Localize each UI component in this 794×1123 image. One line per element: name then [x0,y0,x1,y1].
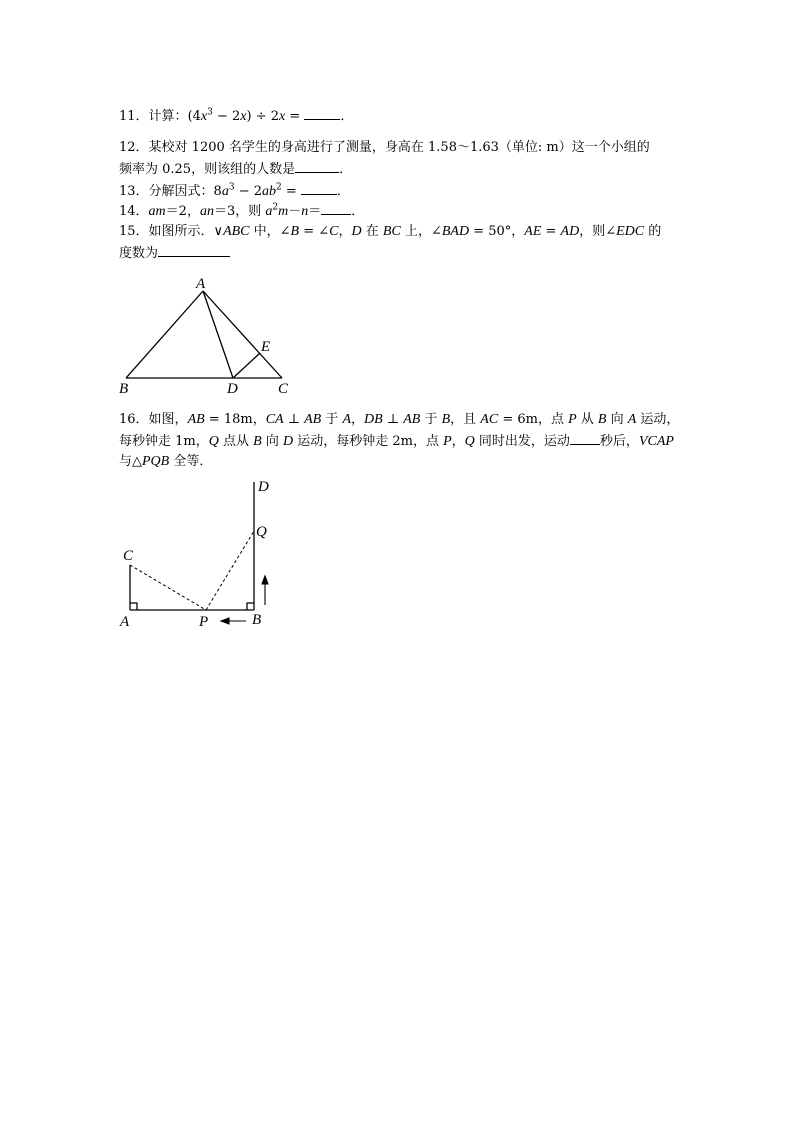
right-angle-b [247,603,254,610]
label-d: D [227,381,238,397]
answer-blank-12[interactable] [295,160,339,173]
dashed-pq [206,531,254,610]
question-15-line-1: 15．如图所示．∨ABC 中，∠B = ∠C，D 在 BC 上，∠BAD = 50°，AE = AD，则∠EDC 的 [119,224,662,239]
question-13: 13．分解因式：$8a^3 - 2ab^2$ = ． [119,182,350,199]
segment-ad [203,291,233,378]
label-b: B [119,381,129,397]
answer-blank-13[interactable] [301,182,337,195]
segment-de [233,353,260,378]
answer-blank-16[interactable] [570,432,600,445]
question-12-line-2: 频率为 0.25，则该组的人数是 ． [119,162,353,177]
arrow-up-icon [262,576,268,605]
label-b: B [252,612,262,628]
segment-ab [126,291,203,378]
question-15-line-2: 度数为 [119,244,230,263]
right-angle-a [130,603,137,610]
label-c: C [278,381,289,397]
answer-blank-15[interactable] [158,244,230,257]
dashed-cp [130,565,206,610]
answer-blank-11[interactable] [304,107,340,120]
question-11: 11．计算：$(4x^3 - 2x) \div 2x$ = ． [119,107,354,124]
segment-ac [203,291,282,378]
question-16-line-2: 每秒钟走 1m，Q 点从 B 向 D 运动，每秒钟走 2m，点 P，Q 同时出发，运动 秒后，VCAP [119,434,674,449]
arrow-left-icon [221,618,246,624]
label-p: P [199,614,209,630]
label-a: A [196,276,206,292]
label-q: Q [256,524,267,540]
label-d: D [258,479,269,495]
answer-blank-14[interactable] [321,202,351,215]
label-c: C [123,548,134,564]
question-14: 14．am＝2，an＝3，则 $a^2m-n=$ ． [119,202,365,219]
question-16-line-1: 16．如图，AB = 18m，CA ⊥ AB 于 A，DB ⊥ AB 于 B，且 AC = 6m，点 P 从 B 向 A 运动， [119,412,680,427]
label-a: A [120,614,130,630]
question-16-line-3: 与△PQB 全等． [119,454,213,469]
question-12-line-1: 12．某校对 1200 名学生的身高进行了测量，身高在 1.58～1.63（单位: m）这一个小组的 [119,140,650,155]
label-e: E [261,339,271,355]
